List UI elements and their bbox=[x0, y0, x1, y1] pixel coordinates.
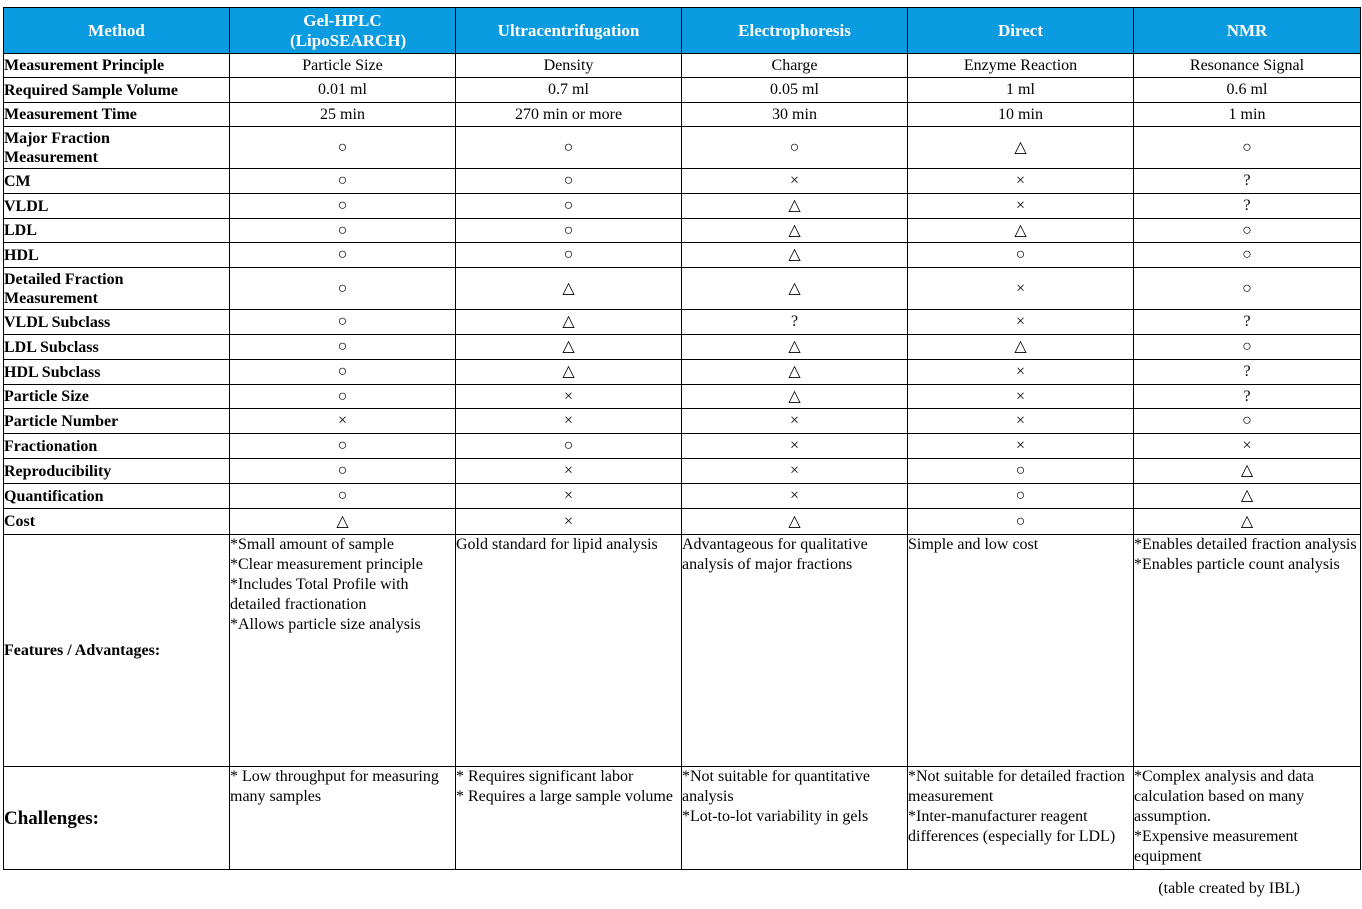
table-row bbox=[4, 409, 1361, 434]
table-cell: × bbox=[908, 194, 1134, 219]
table-cell: × bbox=[908, 310, 1134, 335]
table-cell: ○ bbox=[456, 127, 682, 169]
table-cell: × bbox=[456, 385, 682, 409]
table-cell: × bbox=[456, 484, 682, 509]
table-cell: ? bbox=[1134, 360, 1361, 385]
table-cell: ○ bbox=[230, 243, 456, 268]
row-label: Measurement Time bbox=[4, 103, 230, 127]
header-row bbox=[4, 8, 1361, 54]
table-row bbox=[4, 103, 1361, 127]
header-direct: Direct bbox=[908, 8, 1134, 54]
row-label: Cost bbox=[4, 509, 230, 535]
table-cell: △ bbox=[682, 335, 908, 360]
table-cell: △ bbox=[682, 194, 908, 219]
table-cell: × bbox=[682, 434, 908, 459]
table-cell: ? bbox=[1134, 169, 1361, 194]
row-label: VLDL Subclass bbox=[4, 310, 230, 335]
table-cell: ○ bbox=[682, 127, 908, 169]
table-cell: ? bbox=[1134, 310, 1361, 335]
table-cell: △ bbox=[456, 360, 682, 385]
row-label: Particle Size bbox=[4, 385, 230, 409]
table-cell: × bbox=[908, 268, 1134, 310]
table-cell: × bbox=[682, 459, 908, 484]
footnote: (table created by IBL) bbox=[1158, 880, 1300, 897]
table-cell: △ bbox=[682, 243, 908, 268]
row-label: Fractionation bbox=[4, 434, 230, 459]
table-row bbox=[4, 385, 1361, 409]
table-cell: *Not suitable for quantitative analysis *Lot-to-lot variability in gels bbox=[682, 767, 908, 870]
table-cell: △ bbox=[908, 127, 1134, 169]
table-cell: × bbox=[1134, 434, 1361, 459]
table-row bbox=[4, 484, 1361, 509]
header-gel-hplc: Gel-HPLC (LipoSEARCH) bbox=[230, 8, 456, 54]
row-label: VLDL bbox=[4, 194, 230, 219]
table-cell: △ bbox=[1134, 509, 1361, 535]
table-cell: ○ bbox=[1134, 127, 1361, 169]
table-cell: ○ bbox=[230, 219, 456, 243]
row-label: HDL Subclass bbox=[4, 360, 230, 385]
table-cell: Resonance Signal bbox=[1134, 54, 1361, 78]
table-row bbox=[4, 54, 1361, 78]
table-cell: Simple and low cost bbox=[908, 535, 1134, 767]
table-cell: ○ bbox=[456, 194, 682, 219]
table-cell: × bbox=[682, 169, 908, 194]
table-body bbox=[4, 54, 1361, 870]
table-cell: ○ bbox=[230, 360, 456, 385]
row-label: Particle Number bbox=[4, 409, 230, 434]
table-cell: Charge bbox=[682, 54, 908, 78]
table-cell: ○ bbox=[908, 509, 1134, 535]
table-cell: ○ bbox=[230, 484, 456, 509]
table-cell: ○ bbox=[230, 310, 456, 335]
table-cell: Advantageous for qualitative analysis of major fractions bbox=[682, 535, 908, 767]
table-row bbox=[4, 127, 1361, 169]
table-cell: ○ bbox=[230, 335, 456, 360]
table-cell: × bbox=[908, 360, 1134, 385]
row-label: Major Fraction Measurement bbox=[4, 127, 230, 169]
table-cell: 0.01 ml bbox=[230, 78, 456, 103]
table-cell: △ bbox=[682, 385, 908, 409]
header-nmr: NMR bbox=[1134, 8, 1361, 54]
table-cell: △ bbox=[456, 310, 682, 335]
table-cell: ○ bbox=[1134, 268, 1361, 310]
table-cell: 0.6 ml bbox=[1134, 78, 1361, 103]
header-ultracentrifugation: Ultracentrifugation bbox=[456, 8, 682, 54]
table-cell: *Enables detailed fraction analysis *Enables particle count analysis bbox=[1134, 535, 1361, 767]
header-electrophoresis: Electrophoresis bbox=[682, 8, 908, 54]
table-cell: 10 min bbox=[908, 103, 1134, 127]
table-cell: × bbox=[456, 409, 682, 434]
table-row bbox=[4, 335, 1361, 360]
table-row bbox=[4, 169, 1361, 194]
table-cell: ? bbox=[682, 310, 908, 335]
table-cell: ○ bbox=[1134, 219, 1361, 243]
table-cell: ○ bbox=[456, 243, 682, 268]
table-cell: × bbox=[230, 409, 456, 434]
table-row bbox=[4, 459, 1361, 484]
row-label: CM bbox=[4, 169, 230, 194]
table-cell: Particle Size bbox=[230, 54, 456, 78]
table-cell: ○ bbox=[230, 459, 456, 484]
table-cell: △ bbox=[230, 509, 456, 535]
table-cell: × bbox=[682, 409, 908, 434]
table-cell: ? bbox=[1134, 194, 1361, 219]
table-cell: ○ bbox=[230, 127, 456, 169]
table-cell: 270 min or more bbox=[456, 103, 682, 127]
table-row bbox=[4, 434, 1361, 459]
table-cell: ○ bbox=[908, 484, 1134, 509]
table-cell: Gold standard for lipid analysis bbox=[456, 535, 682, 767]
table-cell: *Complex analysis and data calculation based on many assumption. *Expensive measurement equipment bbox=[1134, 767, 1361, 870]
table-cell: ○ bbox=[1134, 335, 1361, 360]
table-cell: 0.05 ml bbox=[682, 78, 908, 103]
table-cell: × bbox=[908, 434, 1134, 459]
table-cell: ○ bbox=[230, 434, 456, 459]
table-cell: 1 ml bbox=[908, 78, 1134, 103]
row-label: Detailed Fraction Measurement bbox=[4, 268, 230, 310]
table-cell: ? bbox=[1134, 385, 1361, 409]
table-row bbox=[4, 310, 1361, 335]
table-cell: △ bbox=[908, 335, 1134, 360]
table-cell: △ bbox=[682, 360, 908, 385]
table-row bbox=[4, 360, 1361, 385]
table-cell: △ bbox=[1134, 484, 1361, 509]
table-cell: ○ bbox=[456, 169, 682, 194]
table-cell: 1 min bbox=[1134, 103, 1361, 127]
table-row bbox=[4, 268, 1361, 310]
table-cell: × bbox=[456, 459, 682, 484]
table-row bbox=[4, 219, 1361, 243]
table-cell: △ bbox=[682, 509, 908, 535]
table-row bbox=[4, 767, 1361, 870]
table-cell: ○ bbox=[1134, 243, 1361, 268]
table-row bbox=[4, 243, 1361, 268]
table-cell: * Requires significant labor * Requires a large sample volume bbox=[456, 767, 682, 870]
table-cell: △ bbox=[1134, 459, 1361, 484]
table-row bbox=[4, 509, 1361, 535]
table-cell: ○ bbox=[230, 268, 456, 310]
table-row bbox=[4, 194, 1361, 219]
table-cell: ○ bbox=[230, 385, 456, 409]
row-label: Reproducibility bbox=[4, 459, 230, 484]
row-label: Required Sample Volume bbox=[4, 78, 230, 103]
table-cell: × bbox=[682, 484, 908, 509]
table-cell: 30 min bbox=[682, 103, 908, 127]
row-label: Quantification bbox=[4, 484, 230, 509]
table-cell: *Not suitable for detailed fraction measurement *Inter-manufacturer reagent differences (especially for LDL) bbox=[908, 767, 1134, 870]
table-cell: × bbox=[908, 385, 1134, 409]
table-cell: Density bbox=[456, 54, 682, 78]
row-label: Features / Advantages: bbox=[4, 535, 230, 767]
table-cell: × bbox=[908, 169, 1134, 194]
header-method: Method bbox=[4, 8, 230, 54]
table-cell: ○ bbox=[456, 219, 682, 243]
table-cell: 0.7 ml bbox=[456, 78, 682, 103]
table-cell: ○ bbox=[908, 243, 1134, 268]
row-label: HDL bbox=[4, 243, 230, 268]
table-cell: ○ bbox=[456, 434, 682, 459]
table-cell: △ bbox=[682, 268, 908, 310]
table-cell: Enzyme Reaction bbox=[908, 54, 1134, 78]
table-cell: × bbox=[456, 509, 682, 535]
table-cell: ○ bbox=[230, 169, 456, 194]
table-cell: 25 min bbox=[230, 103, 456, 127]
table-cell: △ bbox=[456, 335, 682, 360]
table-row bbox=[4, 535, 1361, 767]
table-cell: × bbox=[908, 409, 1134, 434]
comparison-table bbox=[3, 7, 1361, 870]
table-cell: ○ bbox=[908, 459, 1134, 484]
table-cell: △ bbox=[682, 219, 908, 243]
table-row bbox=[4, 78, 1361, 103]
table-cell: ○ bbox=[1134, 409, 1361, 434]
row-label: LDL Subclass bbox=[4, 335, 230, 360]
table-cell: *Small amount of sample *Clear measurement principle *Includes Total Profile with detailed fractionation *Allows particle size analysis bbox=[230, 535, 456, 767]
table-cell: ○ bbox=[230, 194, 456, 219]
table-cell: * Low throughput for measuring many samples bbox=[230, 767, 456, 870]
row-label: Measurement Principle bbox=[4, 54, 230, 78]
table-cell: △ bbox=[908, 219, 1134, 243]
table-cell: △ bbox=[456, 268, 682, 310]
row-label: Challenges: bbox=[4, 767, 230, 870]
row-label: LDL bbox=[4, 219, 230, 243]
